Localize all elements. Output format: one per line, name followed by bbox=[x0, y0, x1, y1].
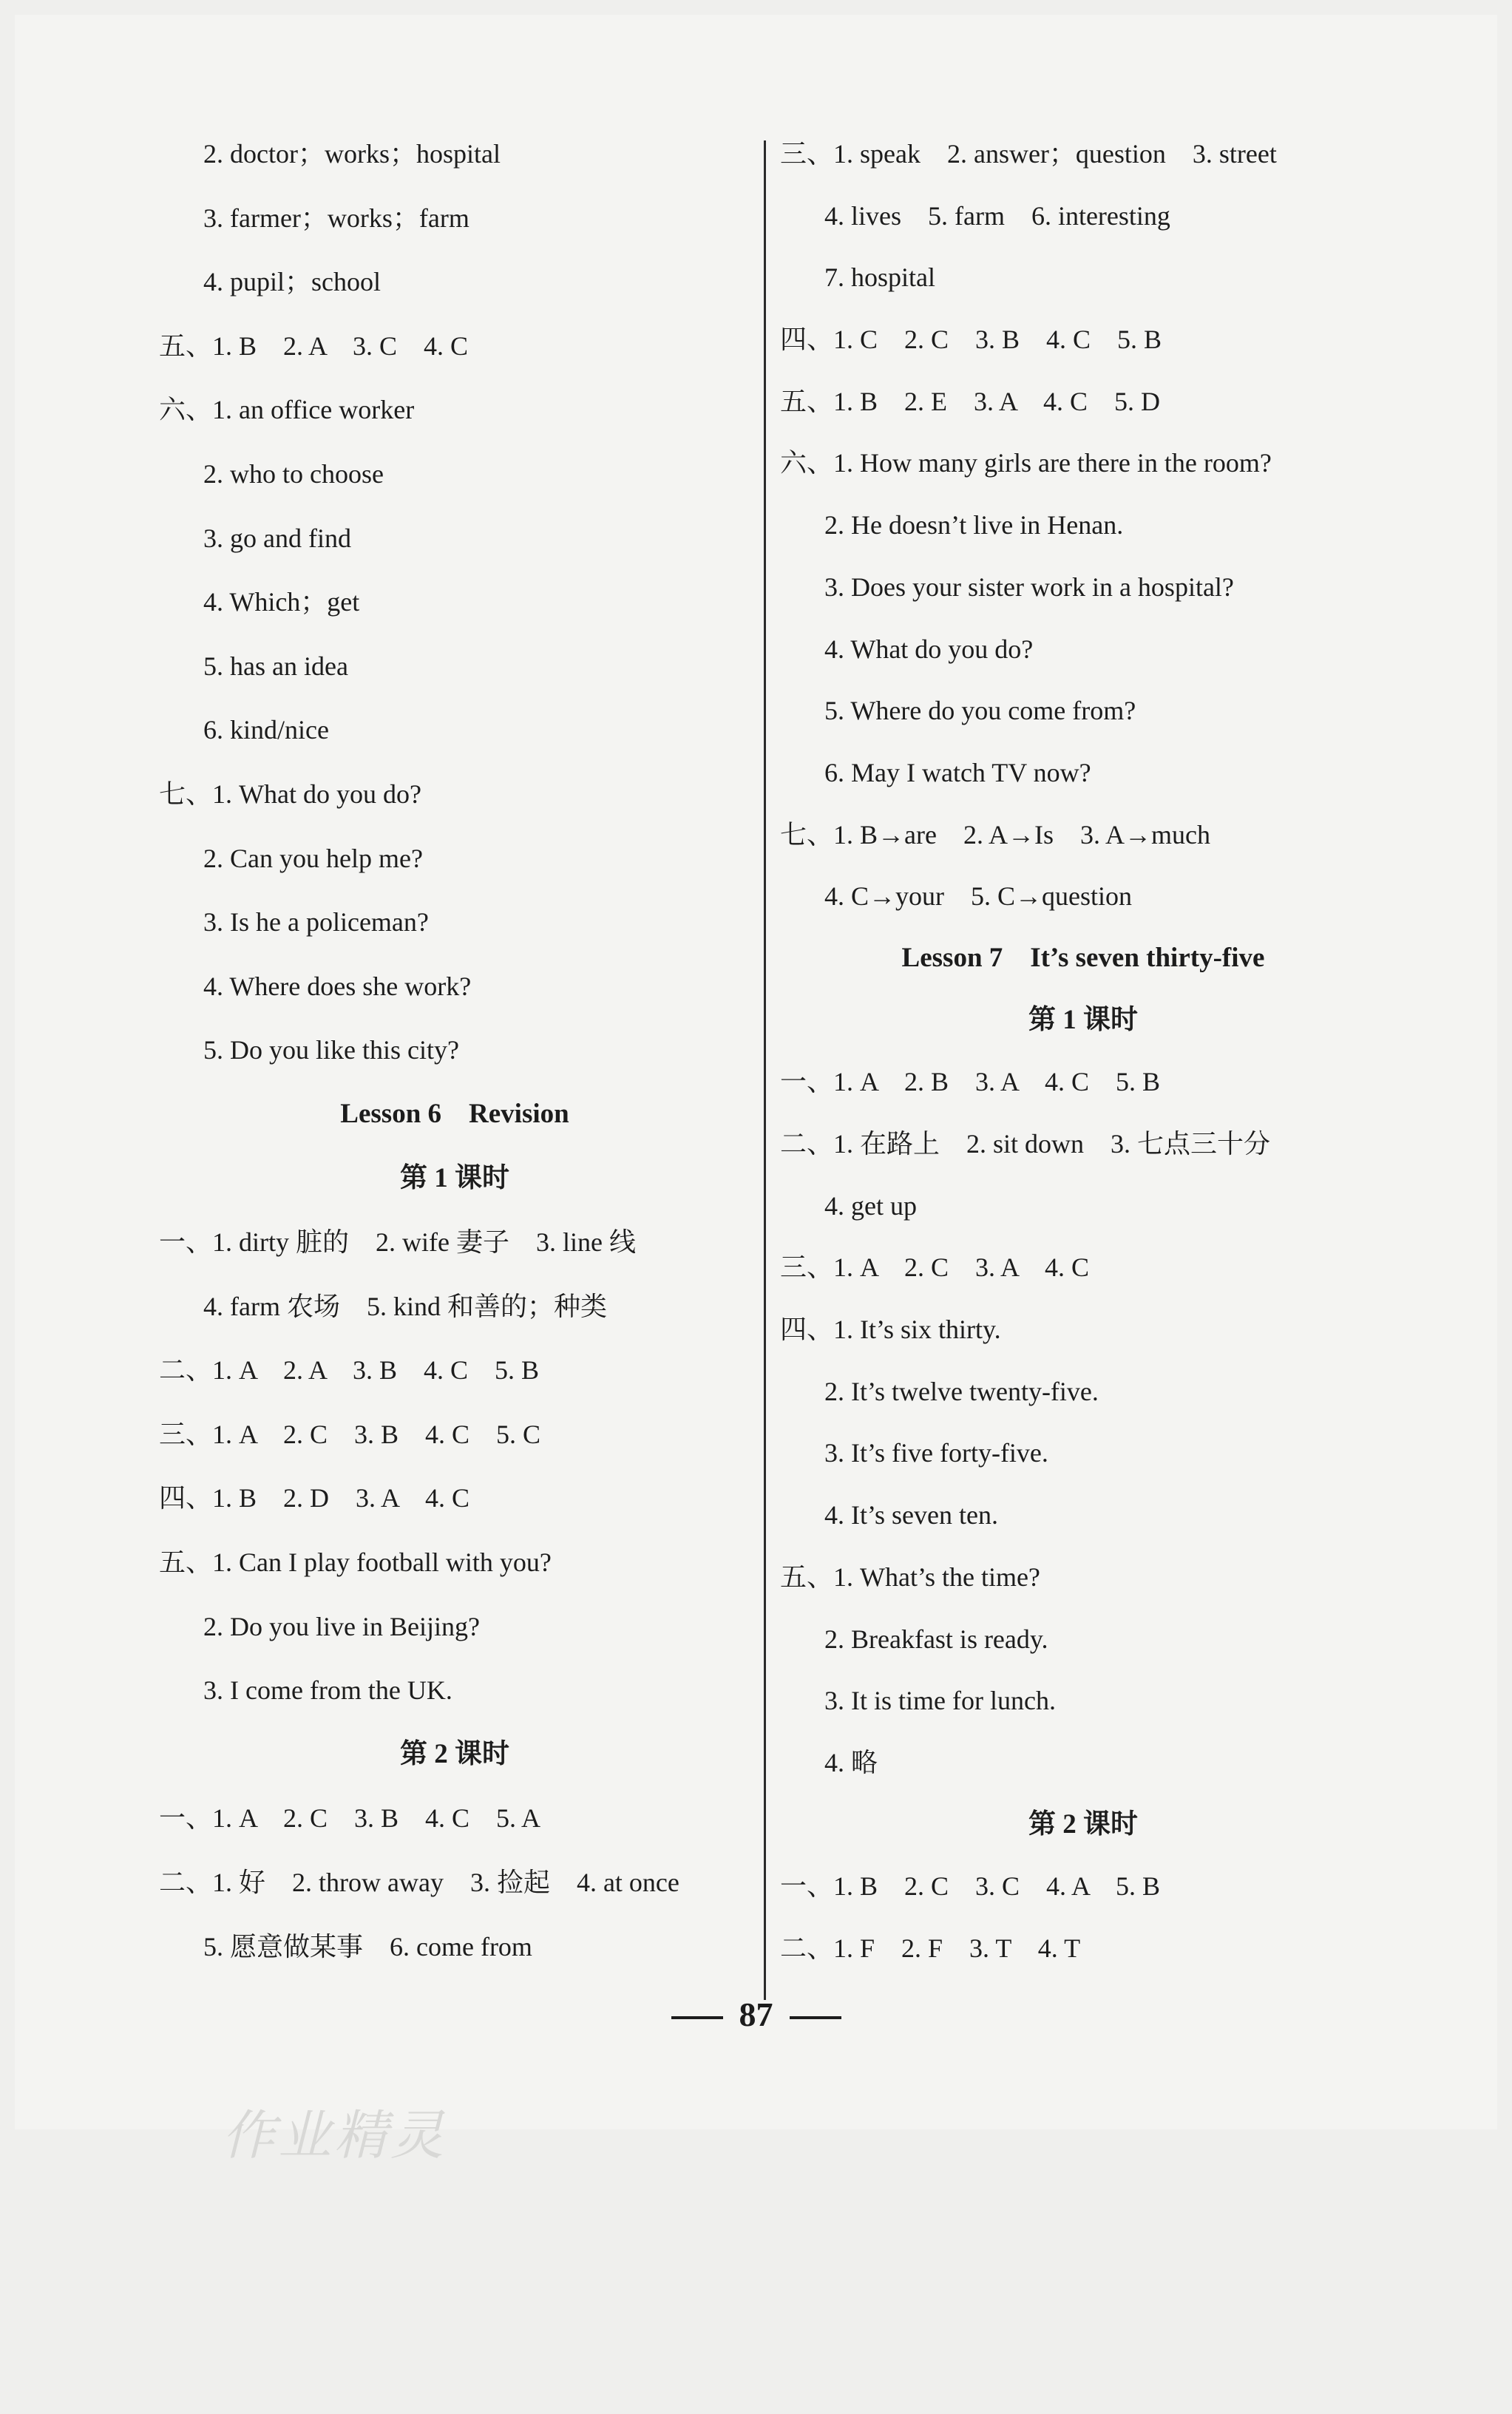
answer-line: 3. go and find bbox=[203, 523, 351, 553]
answer-line: 五、1. What’s the time? bbox=[780, 1562, 1040, 1592]
answer-line: 4. get up bbox=[824, 1190, 917, 1221]
answer-line: 5. Do you like this city? bbox=[203, 1035, 459, 1065]
answer-line: 二、1. F 2. F 3. T 4. T bbox=[780, 1933, 1081, 1963]
dash-right bbox=[790, 2016, 841, 2019]
answer-line: 四、1. B 2. D 3. A 4. C bbox=[159, 1483, 470, 1513]
answer-line: 2. He doesn’t live in Henan. bbox=[824, 510, 1124, 540]
answer-line: 一、1. A 2. C 3. B 4. C 5. A bbox=[159, 1803, 541, 1834]
answer-line: 六、1. an office worker bbox=[159, 395, 415, 425]
section-heading: 第 1 课时 bbox=[1028, 1004, 1138, 1035]
answer-line: 5. Where do you come from? bbox=[824, 696, 1136, 726]
section-heading: 第 1 课时 bbox=[400, 1162, 509, 1193]
answer-line: 4. 略 bbox=[824, 1747, 878, 1777]
answer-line: 4. Which；get bbox=[203, 587, 360, 617]
answer-line: 四、1. It’s six thirty. bbox=[780, 1315, 1001, 1345]
answer-line: 2. Do you live in Beijing? bbox=[203, 1611, 480, 1641]
answer-line: 3. I come from the UK. bbox=[203, 1675, 452, 1706]
answer-line: 五、1. Can I play football with you? bbox=[159, 1547, 552, 1578]
answer-line: 五、1. B 2. A 3. C 4. C bbox=[159, 330, 469, 361]
dash-left bbox=[671, 2016, 723, 2019]
answer-line: 三、1. A 2. C 3. B 4. C 5. C bbox=[159, 1419, 541, 1449]
answer-line: 3. It’s five forty-five. bbox=[824, 1438, 1048, 1468]
answer-line: 4. It’s seven ten. bbox=[824, 1500, 998, 1530]
page-number-text: 87 bbox=[739, 1996, 773, 2033]
answer-line: 七、1. B→are 2. A→Is 3. A→much bbox=[780, 819, 1210, 850]
answer-line: 4. What do you do? bbox=[824, 634, 1034, 664]
answer-line: 6. May I watch TV now? bbox=[824, 757, 1091, 787]
right-column bbox=[780, 140, 1386, 1997]
answer-line: 一、1. A 2. B 3. A 4. C 5. B bbox=[780, 1067, 1161, 1097]
left-column bbox=[159, 140, 750, 1997]
watermark: 作业精灵 bbox=[222, 2104, 447, 2166]
answer-line: 2. who to choose bbox=[203, 458, 384, 489]
answer-line: 二、1. 在路上 2. sit down 3. 七点三十分 bbox=[780, 1129, 1271, 1159]
answer-line: 五、1. B 2. E 3. A 4. C 5. D bbox=[780, 386, 1161, 416]
section-heading: Lesson 7 It’s seven thirty-five bbox=[901, 942, 1265, 973]
answer-line: 4. lives 5. farm 6. interesting bbox=[824, 200, 1170, 231]
answer-line: 4. pupil；school bbox=[203, 267, 381, 297]
answer-line: 5. 愿意做某事 6. come from bbox=[203, 1931, 532, 1962]
answer-line: 一、1. B 2. C 3. C 4. A 5. B bbox=[780, 1871, 1161, 1902]
answer-line: 4. Where does she work? bbox=[203, 971, 472, 1001]
answer-line: 3. It is time for lunch. bbox=[824, 1686, 1056, 1716]
answer-line: 3. Does your sister work in a hospital? bbox=[824, 572, 1234, 602]
answer-line: 三、1. A 2. C 3. A 4. C bbox=[780, 1252, 1090, 1283]
answer-line: 三、1. speak 2. answer；question 3. street bbox=[780, 139, 1277, 169]
answer-line: 2. doctor；works；hospital bbox=[203, 139, 501, 169]
answer-line: 7. hospital bbox=[824, 262, 935, 293]
section-heading: Lesson 6 Revision bbox=[340, 1098, 569, 1129]
answer-line: 2. It’s twelve twenty-five. bbox=[824, 1376, 1099, 1406]
answer-line: 2. Can you help me? bbox=[203, 843, 423, 873]
answer-line: 六、1. How many girls are there in the room? bbox=[780, 448, 1272, 478]
answer-line: 4. C→your 5. C→question bbox=[824, 881, 1133, 912]
column-divider bbox=[764, 140, 766, 2000]
answer-line: 3. Is he a policeman? bbox=[203, 907, 429, 938]
answer-line: 一、1. dirty 脏的 2. wife 妻子 3. line 线 bbox=[159, 1227, 636, 1258]
answer-line: 5. has an idea bbox=[203, 651, 348, 681]
answer-line: 七、1. What do you do? bbox=[159, 779, 421, 809]
section-heading: 第 2 课时 bbox=[1028, 1808, 1138, 1840]
answer-line: 6. kind/nice bbox=[203, 715, 329, 745]
answer-line: 四、1. C 2. C 3. B 4. C 5. B bbox=[780, 325, 1162, 355]
answer-line: 4. farm 农场 5. kind 和善的；种类 bbox=[203, 1291, 607, 1321]
page-number bbox=[0, 1995, 1512, 2034]
answer-line: 3. farmer；works；farm bbox=[203, 203, 469, 233]
answer-line: 二、1. A 2. A 3. B 4. C 5. B bbox=[159, 1355, 540, 1386]
section-heading: 第 2 课时 bbox=[400, 1738, 509, 1769]
answer-line: 2. Breakfast is ready. bbox=[824, 1624, 1048, 1654]
answer-line: 二、1. 好 2. throw away 3. 捡起 4. at once bbox=[159, 1868, 679, 1898]
